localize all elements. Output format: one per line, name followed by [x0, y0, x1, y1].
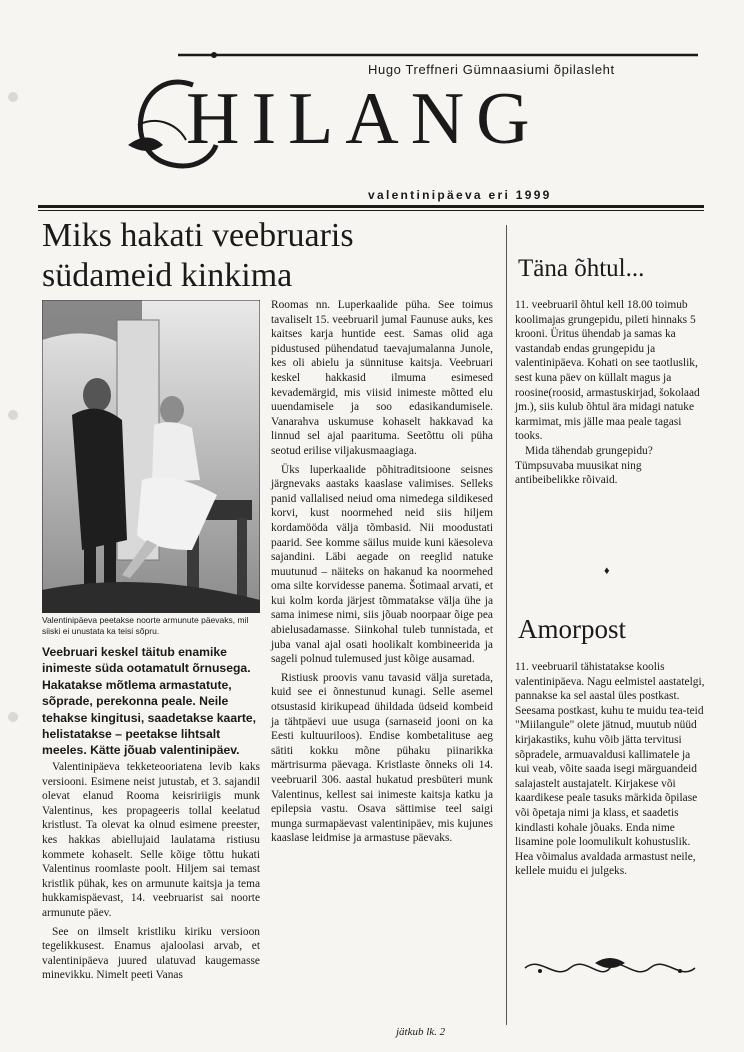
punch-hole	[8, 92, 18, 102]
paragraph: See on ilmselt kristliku kiriku versioon tegelikkusest. Enamus ajaloolasi arvab, et valentinipäeva juured ulatuvad kaugemasse minevikku. Nimelt peeti Vanas	[42, 925, 260, 982]
masthead-title: HILANG	[186, 78, 542, 160]
amorpost-text	[515, 660, 705, 879]
article-column-2	[271, 298, 493, 850]
paragraph: 11. veebruaril tähistatakse koolis valentinipäeva. Nagu eelmistel aastatelgi, pannakse ka sel aastal üles postkast. Seesama postkast, kuhu te muidu tea-teid "Miilangule" olete jätnud, muutub nüüd kirjakastiks, kuhu võib jätta tervitusi sõpradele, armuavaldusi kallimatele ja kui veab, võite saada isegi märguandeid salajastelt austajatelt. Kirjakese või kaardikese peale tasuks märkida õpilase või õpetaja nimi ja klass, et saadetis kindlasti kohale jõuaks. Enda nime lisamine pole loomulikult kohustuslik. Hea võimalus avaldada armastust neile, kellele muidu ei julgeks.	[515, 661, 705, 878]
masthead-divider	[38, 205, 704, 208]
punch-hole	[8, 712, 18, 722]
tonight-text	[515, 298, 705, 488]
punch-hole	[8, 410, 18, 420]
section-bullet: ♦	[604, 565, 610, 577]
paragraph: Ristiusk proovis vanu tavasid välja suretada, kuid see ei õnnestunud kunagi. Selle asemel otsustasid kirikupead ühildada üdseid kombeid ja tähtpäevi uue usuga (sarnaseid jooni on ka Eesti kultuuriloos). Endise kombetalituse aeg sätiti kokku mõne pühaku piinarikka märtrisurma päevaga. Kristlaste õnneks oli 14. veebruaril 306. aastal hukatud presbüteri munk Valentinus, kellest sai inimeste kaitsja katku ja epilepsia vastu. Osava sättimise teel saigi munga surmapäevast valentinipäev, mis kujunes kaaslase leidmise ja armastuse päevaks.	[271, 671, 493, 845]
paragraph: Mida tähendab grungepidu? Tümpsuvaba muusikat ning antibeibelikke rõivaid.	[515, 444, 653, 487]
article-headline: Miks hakati veebruaris südameid kinkima	[42, 217, 354, 294]
continued-on-page-2: jätkub lk. 2	[396, 1026, 446, 1038]
column-divider	[506, 225, 507, 1025]
dove-icon	[128, 138, 163, 152]
article-column-1	[42, 760, 260, 987]
tonight-title: Täna õhtul...	[518, 255, 645, 282]
couple-photo	[42, 300, 260, 613]
paragraph: Üks luperkaalide põhitraditsioone seisnes järgnevaks aastaks kaaslase valimises. Selleks panid vallalised neiud oma nimedega sildikesed korvi, kust noormehed neid siis hiljem kordamööda välja tõmbasid. Nii moodustati paarid. See komme säilus muide kuni käesoleva sajandini. Läbi aegade on reeglid natuke muutunud – näiteks on hakanud ka noormehed oma silte korvidesse panema. Šotimaal arvati, et kui kolm korda järjest tõmmatakse välja ühe ja sama inimese nimi, siis jõuab noorpaar õige pea abielusadamasse. Siinkohal tuleb tunnistada, et juba vanal ajal osati hoolikalt kombineerida ja sageli polnud tulemused just kõige ausamad.	[271, 463, 493, 666]
amorpost-title: Amorpost	[518, 614, 626, 644]
masthead-divider-thin	[38, 210, 704, 211]
paragraph: Roomas nn. Luperkaalide püha. See toimus tavaliselt 15. veebruaril jumal Faunuse auks, kes kaitses karja huntide eest. Samas olid aga pidustused pühendatud taevajumalanna Junole, kes oli abielu ja sünnituse kaitsja. Veebruari keskel hakkasid ilmuma esimesed kevademärgid, mis viisid inimeste mõtted elu uuendamisele ja soo edasikandumisele. Vanarahva uskumuse kohaselt hakkavad ka linnud sel ajal paarituma. Seetõttu oli püha seotud erilise viljakusmaagiaga.	[271, 299, 493, 457]
masthead-subtitle: Hugo Treffneri Gümnaasiumi õpilasleht	[368, 62, 615, 77]
paragraph: Valentinipäeva tekketeooriatena levib kaks versiooni. Esimene neist jutustab, et 3. sajandil olevat elanud Rooma keisririigis munk Valentinus, kes propageeris tollal keelatud kristlust. Ta olevat ka olnud esimene preester, kes hakkas abiellujaid laulatama ristiusu kommete kohaselt. Selle kõige tõttu hukati Valentinus roomlaste poolt. Hiljem sai temast kristlik pühak, kes on armunute kaitsja ja tema hukkamispäevast, 14. veebruarist sai noorte armunute päev.	[42, 761, 260, 919]
masthead-edition: valentinipäeva eri 1999	[368, 188, 552, 202]
photo-caption: Valentinipäeva peetakse noorte armunute päevaks, mil siiski ei unustata ka teisi sõpru.	[42, 615, 249, 636]
article-lead: Veebruari keskel täitub enamike inimeste süda ootamatult õrnusega. Hakatakse mõtlema armastatute, sõprade, perekonna peale. Neile tehakse kingitusi, saadetakse kaarte, helistatakse – peetakse lihtsalt meeles. Kätte jõuab valentinipäev.	[42, 645, 257, 758]
paragraph: 11. veebruaril õhtul kell 18.00 toimub koolimajas grungepidu, pileti hinnaks 5 krooni. Üritus ühendab ja samas ka vastandab endas grungepidu ja valentinipäeva. Kohati on see taotluslik, sest kuna päev on küllalt magus ja roosine(roosid, armastuskirjad, šokolaad jm.), siis kulub õhtul ära midagi natuke karmimat, mis jälle maa peale tagasi tooks.	[515, 299, 700, 443]
floral-ornament-icon	[520, 955, 700, 981]
